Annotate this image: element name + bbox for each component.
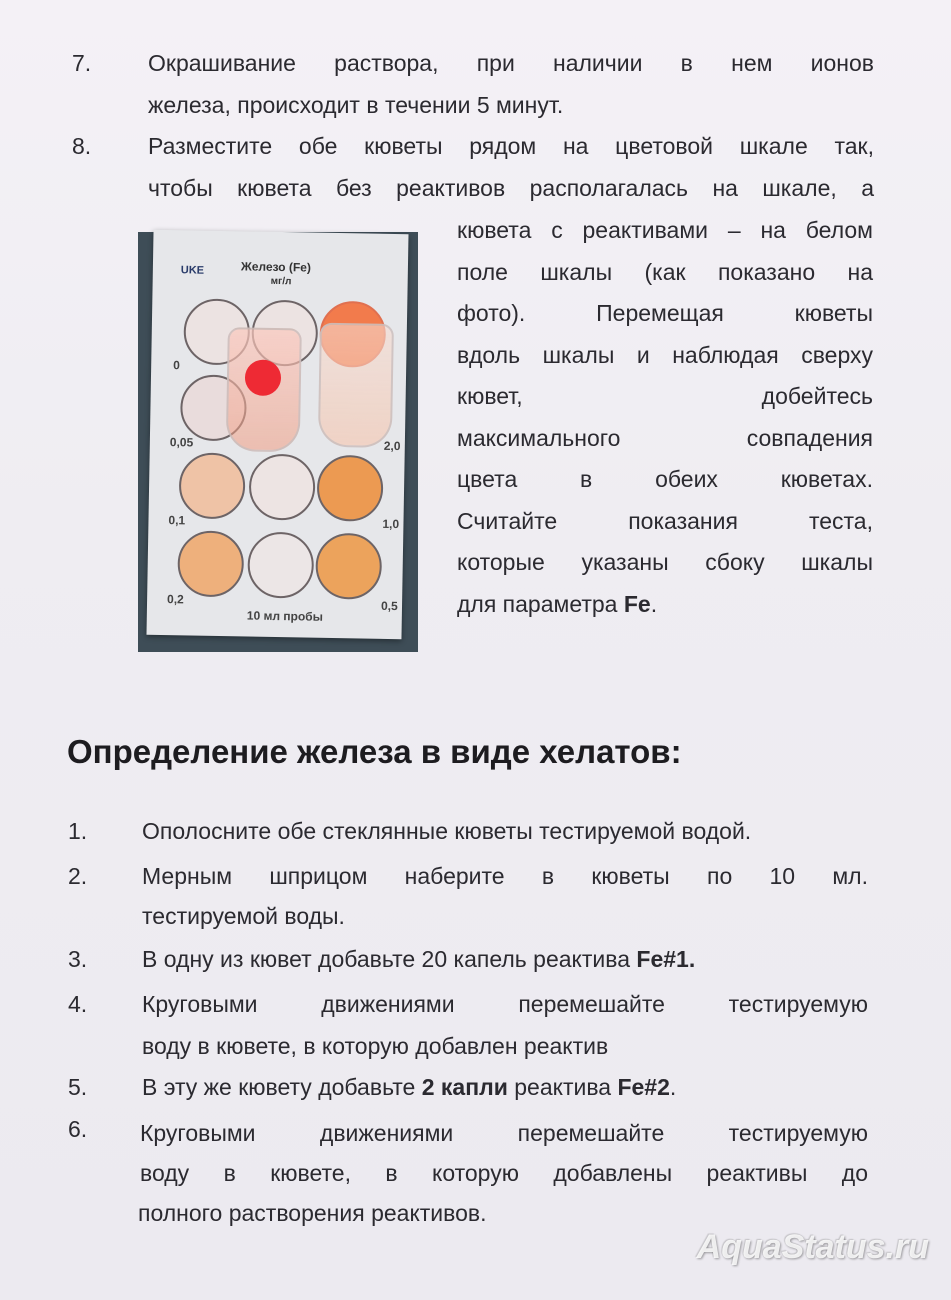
step-number: 3. [68,946,88,972]
text-span: В эту же кювету добавьте [142,1074,422,1100]
step-3 [68,938,868,980]
step-5 [68,1066,868,1108]
step-number: 8. [72,133,92,159]
step-number: 1. [68,818,88,844]
step-number: 4. [68,991,88,1017]
step-text-line: Ополосните обе стеклянные кюветы тестируемой водой. [142,818,752,844]
step-text-line: Считайте показания теста, [457,507,873,534]
section-title: Определение железа в виде хелатов: [67,733,682,770]
color-swatch-light-orange [179,452,246,519]
step-text-line: Мерным шприцом наберите в кюветы по 10 мл. [142,863,868,889]
step-text-line: Окрашивание раствора, при наличии в нем ионов [148,50,874,76]
reagent-fe2: Fe#2 [617,1074,670,1100]
step-text-line: вдоль шкалы и наблюдая сверху [457,341,873,368]
scale-value-left: 0,1 [168,513,186,528]
color-swatch-pale [247,532,314,599]
step-number: 6. [68,1116,88,1142]
scale-value-left: 0 [173,358,181,373]
cuvette-without-reagents [318,323,394,448]
step-text-line: железа, происходит в течении 5 минут. [148,92,564,118]
step-7 [72,42,874,126]
step-text-line: фото). Перемещая кюветы [457,300,873,326]
step-text-line: кювет, добейтесь [457,383,873,409]
step-6 [68,1108,868,1234]
step-8-side-text [457,210,873,625]
step-text-line: цвета в обеих кюветах. [457,466,873,492]
cuvette-with-reagents [226,327,302,452]
scale-value-left: 0,2 [166,592,184,607]
text-span: . [669,1074,677,1100]
step-text-line: которые указаны сбоку шкалы [457,549,873,575]
drop-count: 2 капли [421,1074,508,1100]
scale-value-left: 0,05 [169,435,194,450]
step-text-line [142,1066,676,1108]
step-number: 7. [72,50,92,76]
step-text-line: кювета с реактивами – на белом [457,217,873,243]
step-text-line: воду в кювете, в которую добавлен реактив [142,1033,609,1059]
text-span: В одну из кювет добавьте 20 капель реактива [142,946,637,972]
step-text-line [142,938,695,980]
color-swatch-light-orange [177,530,244,597]
reagent-color [245,359,282,396]
step-8 [72,125,874,209]
scale-value-right: 0,5 [380,598,398,614]
scale-value-right: 1,0 [382,516,400,532]
step-text-line: Круговыми движениями перемешайте тестируемую [142,991,868,1017]
site-watermark: AquaStatus.ru [696,1228,929,1266]
step-text-line: Разместите обе кюветы рядом на цветовой шкале так, [148,133,874,159]
scale-title: Железо (Fe) [240,259,312,275]
brand-logo: UKE [180,264,205,277]
step-text-line [457,584,873,626]
color-swatch-orange [315,533,382,600]
step-2 [68,855,868,939]
color-swatch-orange [317,455,384,522]
color-scale-photo [138,232,418,652]
step-text-line: тестируемой воды. [142,903,345,929]
text-span: . [650,590,658,617]
step-text-line: полного растворения реактивов. [138,1200,487,1226]
step-text-line: Круговыми движениями перемешайте тестируемую [140,1120,868,1146]
text-span: реактива [507,1074,618,1100]
color-scale-card [146,230,408,639]
step-4 [68,983,868,1067]
step-text-line: чтобы кювета без реактивов располагалась на шкале, а [148,175,874,201]
step-text-line: поле шкалы (как показано на [457,258,873,285]
reagent-fe1: Fe#1. [636,946,696,972]
step-text-line: максимального совпадения [457,424,873,451]
step-number: 5. [68,1074,88,1100]
text-span: для параметра [457,590,624,617]
step-1 [68,810,868,852]
scale-unit: мг/л [270,275,292,288]
step-number: 2. [68,863,88,889]
scale-footer: 10 мл пробы [246,608,324,624]
parameter-fe: Fe [623,590,651,617]
scale-value-right: 2,0 [383,438,401,454]
color-swatch-pale [249,454,316,521]
step-text-line: воду в кювете, в которую добавлены реактивы до [140,1160,868,1186]
